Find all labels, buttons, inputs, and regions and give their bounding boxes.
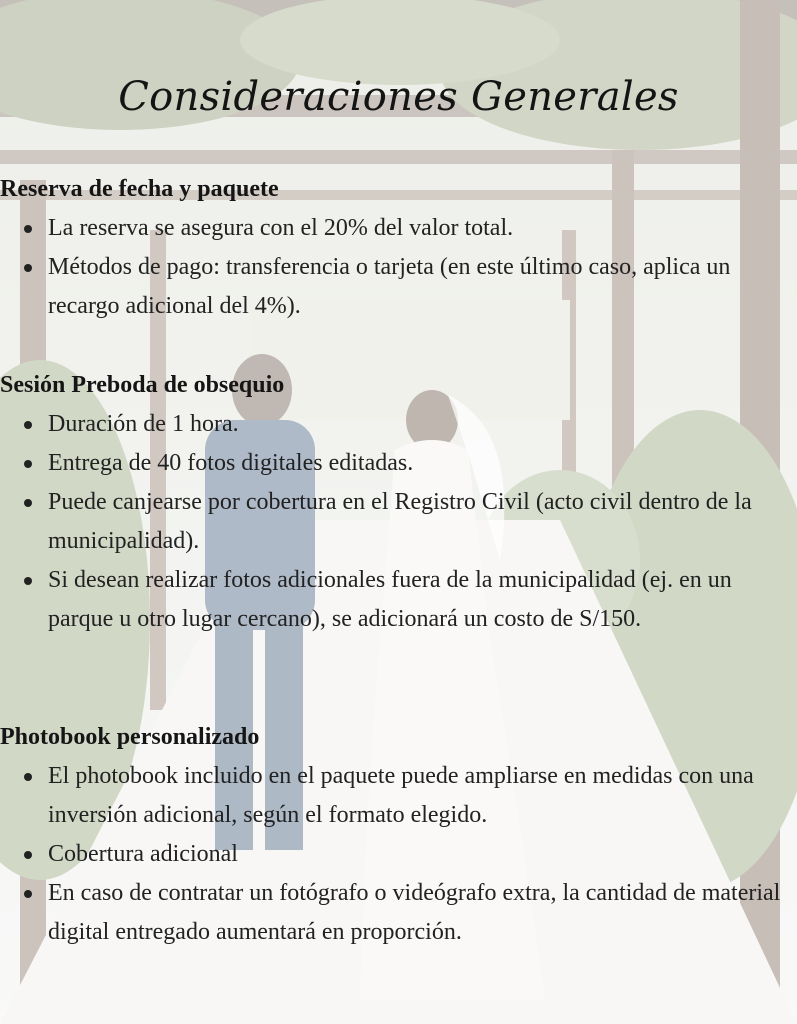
list-item-text: Si desean realizar fotos adicionales fuera de la municipalidad (ej. en un parque u otro lugar cercano), se adicionará un costo de S/150. [48, 567, 732, 632]
bullet-icon [24, 577, 32, 585]
list-item [48, 483, 797, 561]
bullet-icon [24, 460, 32, 468]
bullet-icon [24, 499, 32, 507]
bullet-icon [24, 421, 32, 429]
list-item [48, 405, 797, 444]
bullet-icon [24, 773, 32, 781]
section-preboda [0, 366, 797, 639]
bullet-list [0, 209, 797, 326]
page-title: Consideraciones Generales [118, 74, 679, 120]
list-item-text: Métodos de pago: transferencia o tarjeta (en este último caso, aplica un recargo adicional del 4%). [48, 254, 731, 319]
list-item-text: La reserva se asegura con el 20% del valor total. [48, 215, 514, 241]
list-item [48, 835, 797, 874]
list-item [48, 561, 797, 639]
list-item-text: Cobertura adicional [48, 841, 238, 867]
bullet-icon [24, 225, 32, 233]
bullet-icon [24, 264, 32, 272]
section-reserva [0, 170, 797, 326]
section-heading: Sesión Preboda de obsequio [0, 372, 285, 398]
bullet-list [0, 405, 797, 639]
bullet-icon [24, 890, 32, 898]
list-item-text: El photobook incluido en el paquete puede ampliarse en medidas con una inversión adicional, según el formato elegido. [48, 763, 754, 828]
list-item [48, 874, 797, 952]
bullet-icon [24, 851, 32, 859]
list-item [48, 248, 797, 326]
list-item [48, 757, 797, 835]
list-item [48, 209, 797, 248]
section-heading: Photobook personalizado [0, 724, 260, 750]
bullet-list [0, 757, 797, 952]
list-item-text: Puede canjearse por cobertura en el Registro Civil (acto civil dentro de la municipalidad). [48, 489, 752, 554]
list-item [48, 444, 797, 483]
section-photobook [0, 718, 797, 952]
list-item-text: En caso de contratar un fotógrafo o videógrafo extra, la cantidad de material digital entregado aumentará en proporción. [48, 880, 781, 945]
list-item-text: Duración de 1 hora. [48, 411, 239, 437]
list-item-text: Entrega de 40 fotos digitales editadas. [48, 450, 414, 476]
section-heading: Reserva de fecha y paquete [0, 176, 279, 202]
